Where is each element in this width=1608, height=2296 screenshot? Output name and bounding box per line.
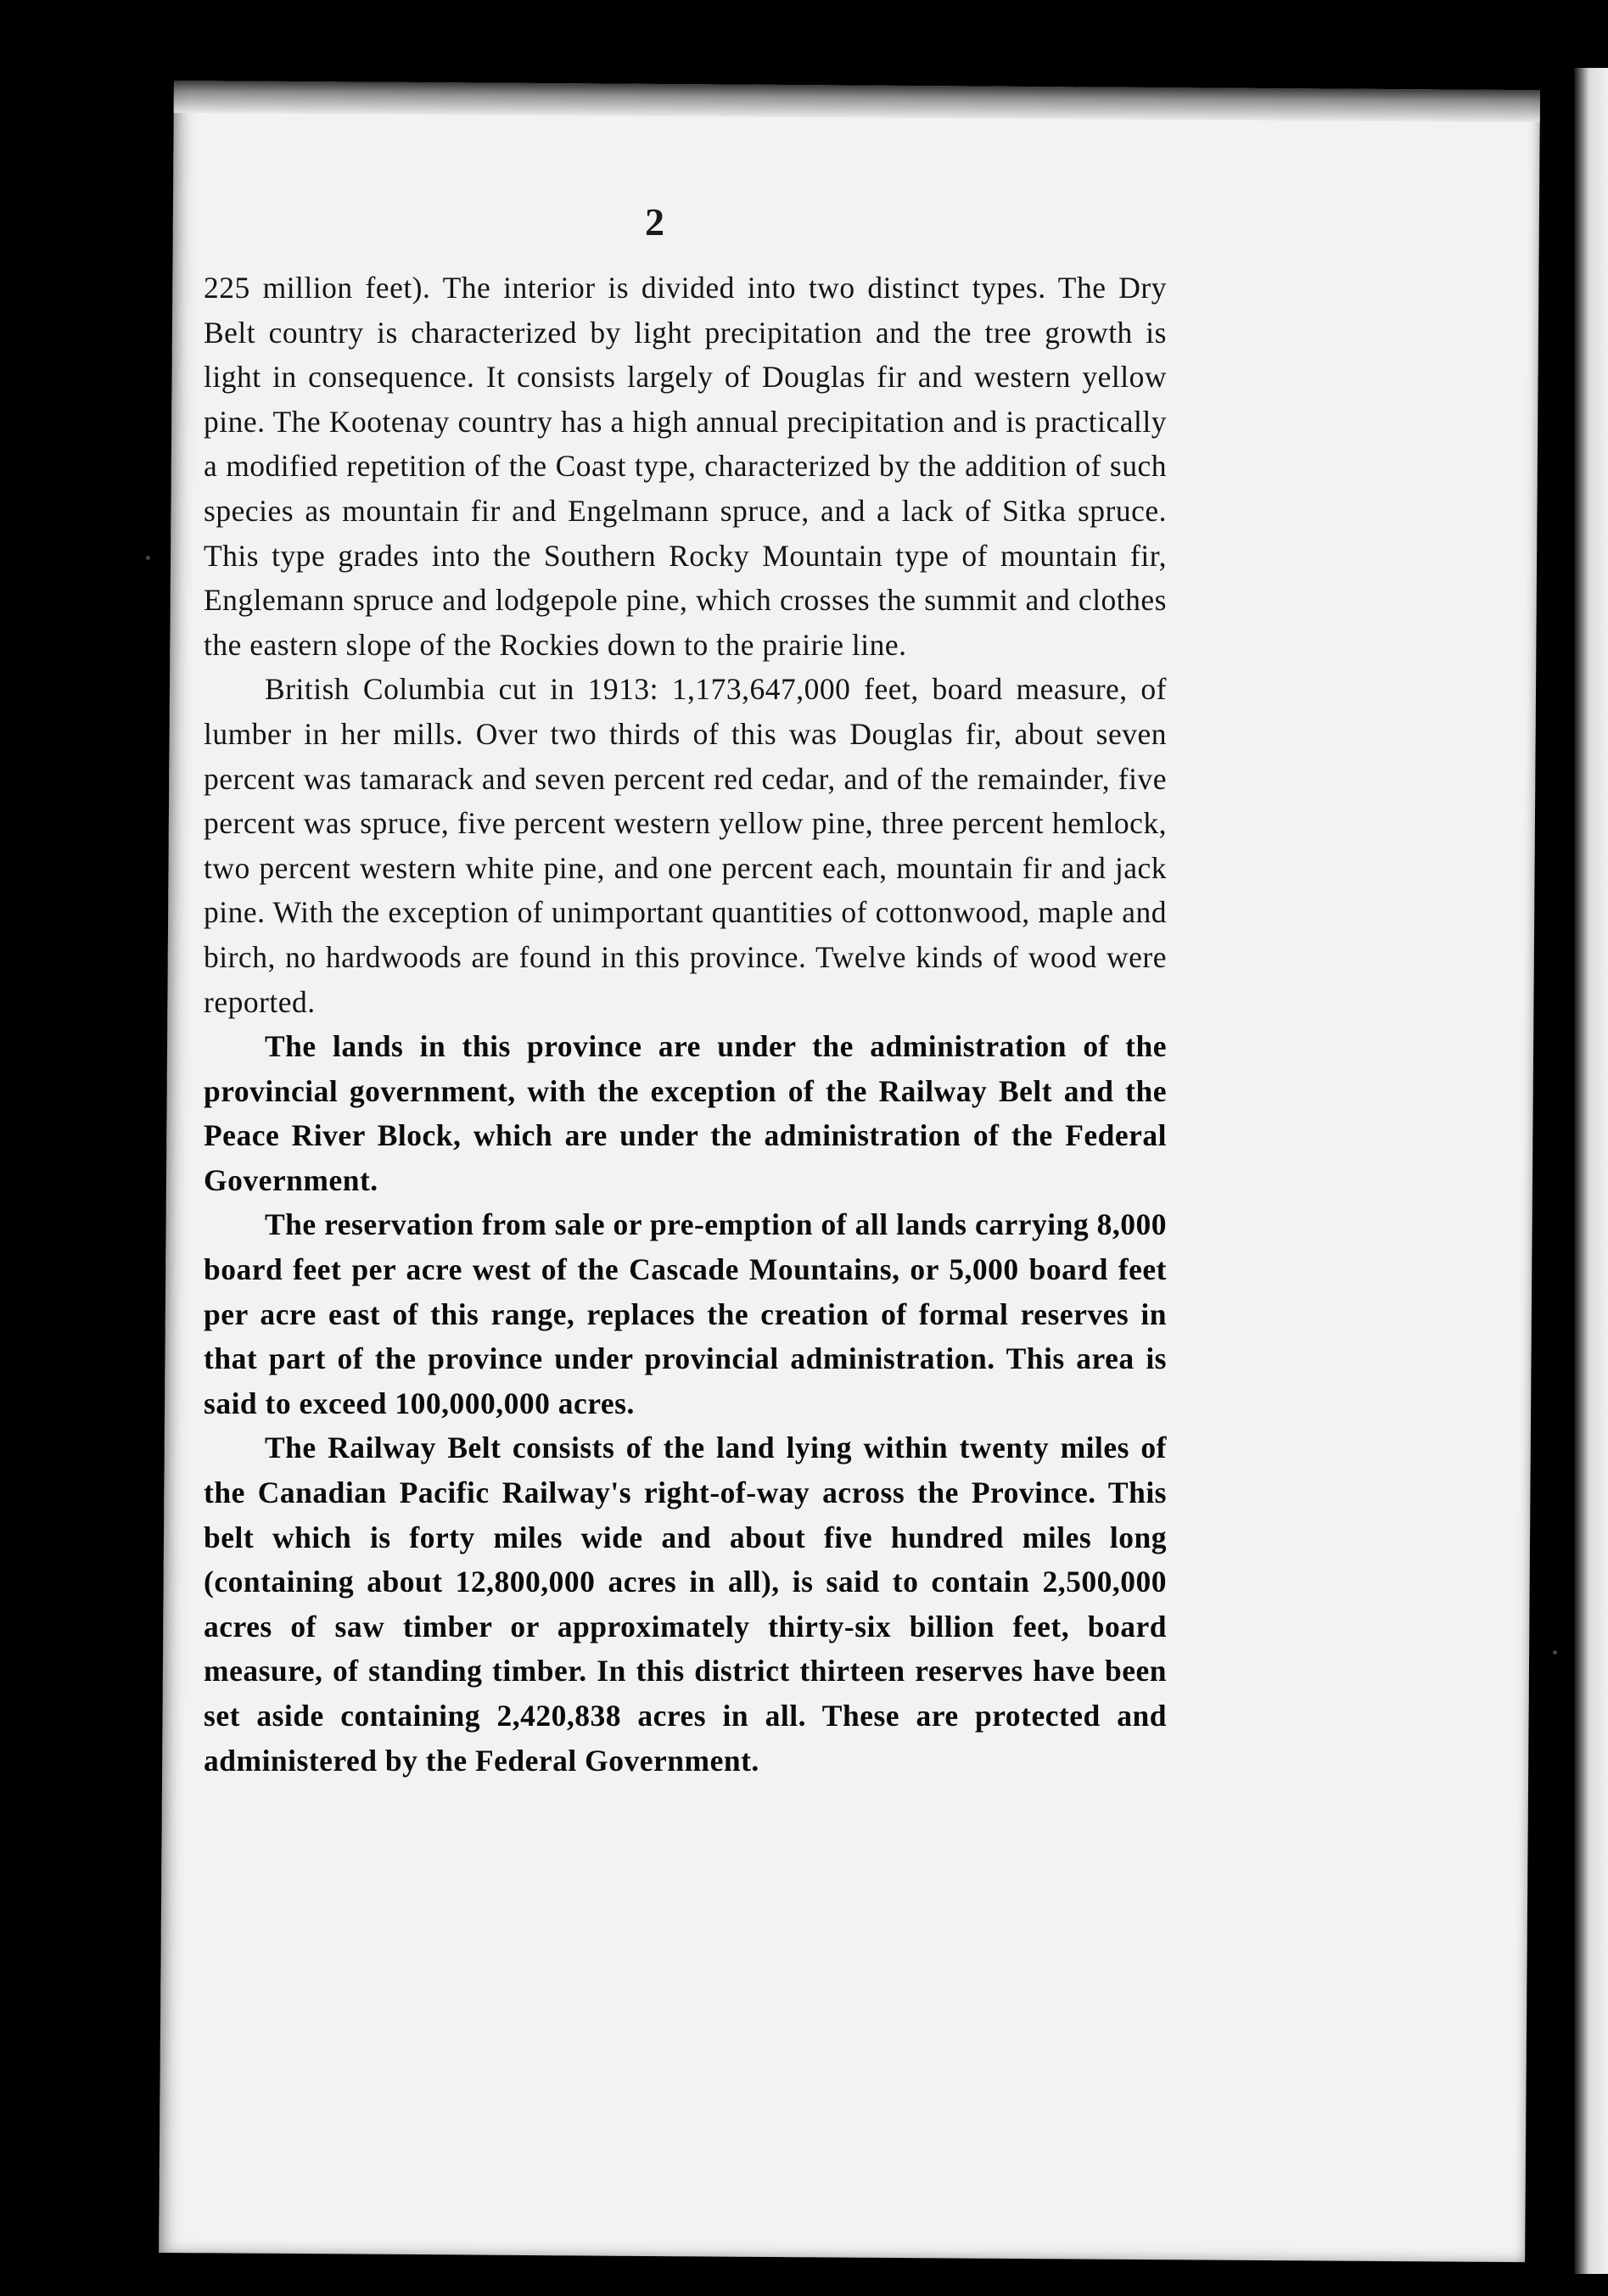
- page-number: 2: [645, 200, 664, 244]
- body-text: [204, 266, 1167, 1783]
- scan-speck: [146, 556, 150, 560]
- page-top-edge: [174, 81, 1540, 122]
- adjacent-page-edge: [1574, 68, 1608, 2274]
- paragraph-interior-types: 225 million feet). The interior is divided into two distinct types. The Dry Belt country is characterized by light precipitation and the tree growth is light in consequence. It consists largely of Douglas fir and western yellow pine. The Kootenay country has a high annual precipitation and is practically a modified repetition of the Coast type, characterized by the addition of such species as mountain fir and Engelmann spruce, and a lack of Sitka spruce. This type grades into the Southern Rocky Mountain type of mountain fir, Englemann spruce and lodgepole pine, which crosses the summit and clothes the eastern slope of the Rockies down to the prairie line.: [204, 271, 1167, 662]
- scan-speck: [1553, 1650, 1557, 1655]
- paragraph-lumber-cut: British Columbia cut in 1913: 1,173,647,000 feet, board measure, of lumber in her mills. Over two thirds of this was Douglas fir, about seven percent was tamarack and seven percent red cedar, and of the remainder, five percent was spruce, five percent western yellow pine, three percent hemlock, two percent western white pine, and one percent each, mountain fir and jack pine. With the exception of unimportant quantities of cottonwood, maple and birch, no hardwoods are found in this province. Twelve kinds of wood were reported.: [204, 672, 1167, 1019]
- paragraph-railway-belt: The Railway Belt consists of the land lying within twenty miles of the Canadian Pacific Railway's right-of-way across the Province. This belt which is forty miles wide and about five hundred miles long (containing about 12,800,000 acres in all), is said to contain 2,500,000 acres of saw timber or approximately thirty-six billion feet, board measure, of standing timber. In this district thirteen reserves have been set aside containing 2,420,838 acres in all. These are protected and administered by the Federal Government.: [204, 1431, 1167, 1778]
- paragraph-reservation: The reservation from sale or pre-emption of all lands carrying 8,000 board feet per acre west of the Cascade Mountains, or 5,000 board feet per acre east of this range, replaces the creation of formal reserves in that part of the province under provincial administration. This area is said to exceed 100,000,000 acres.: [204, 1207, 1167, 1420]
- paragraph-land-administration: The lands in this province are under the administration of the provincial government, with the exception of the Railway Belt and the Peace River Block, which are under the administration of the Federal Government.: [204, 1029, 1167, 1197]
